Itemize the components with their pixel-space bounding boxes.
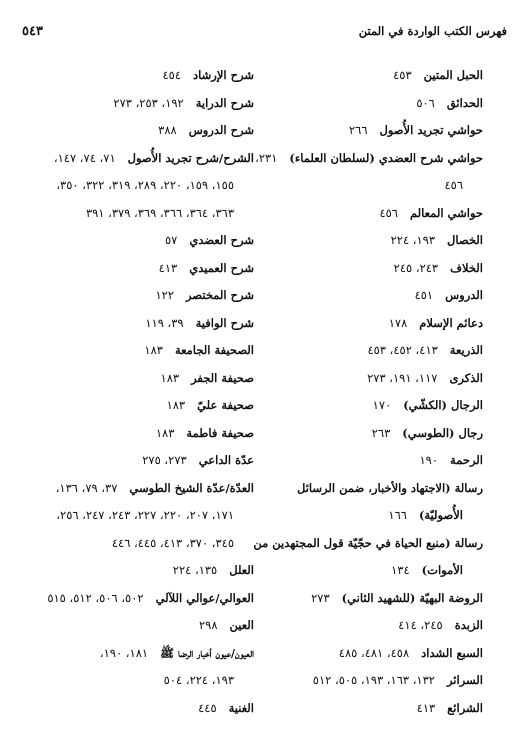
index-entry: [19, 62, 254, 90]
index-entry: [268, 612, 483, 640]
index-page-refs: ١٧٨: [388, 315, 408, 330]
index-term: الخصال: [447, 233, 483, 247]
index-page-refs: ٤٤٥: [198, 700, 217, 715]
index-term: الغنية: [228, 700, 254, 715]
index-entry: [19, 310, 254, 338]
index-entry: [268, 420, 483, 448]
index-page-refs: ٢٦٣: [371, 425, 391, 440]
index-page-refs: ٤٥٨، ٤٨١، ٤٨٥: [338, 645, 410, 660]
index-term: دعائم الإسلام: [419, 315, 483, 330]
index-term: شرح العميدي: [189, 260, 254, 275]
index-entry: [19, 337, 254, 365]
index-entry: [268, 282, 483, 310]
index-entry: [19, 475, 254, 503]
index-entry-continuation: [19, 200, 254, 228]
index-entry: [19, 420, 254, 448]
index-term: الأُصوليّة): [418, 508, 463, 522]
index-term: حواشي تجريد الأُصول: [379, 123, 483, 137]
index-entry-continuation: [268, 502, 483, 530]
index-entry-continuation: [268, 172, 483, 200]
index-page-refs: ١٧١، ٢٠٧، ٢٢٠، ٢٢٧، ٢٤٣، ٢٤٧، ٢٥٦،: [56, 508, 234, 522]
index-term: عدّة الداعي: [198, 453, 254, 467]
index-entry-continuation: [19, 172, 254, 200]
index-term: رسالة (منبع الحياة في حجّيّة قول المجتهدين من: [253, 535, 483, 550]
index-page-refs: ٤١٣: [158, 260, 178, 275]
index-column-right: [253, 62, 483, 722]
index-term: شرح الدراية: [195, 95, 254, 110]
index-entry: [19, 90, 254, 118]
index-term: الشرح/شرح تجريد الأُصول: [127, 150, 254, 165]
index-entry: [19, 585, 254, 613]
index-entry: [268, 255, 483, 283]
index-page-refs: ٤١٣، ٤٥٢، ٤٥٣: [367, 343, 438, 357]
index-entry: [268, 365, 483, 393]
index-entry: [19, 447, 254, 475]
index-page-refs: ١٣٢، ١٦٣، ١٩٣، ٥٠٥، ٥١٢: [312, 673, 435, 687]
index-term: العلل: [229, 563, 254, 577]
index-page-refs: ٢٩٨: [198, 618, 218, 632]
index-term: الصحيفة الجامعة: [174, 343, 254, 357]
index-entry: [19, 365, 254, 393]
index-entry: [268, 337, 483, 365]
index-page-refs: ٣٤٥، ٣٧٠، ٤١٣، ٤٤٥، ٤٤٦: [111, 535, 234, 550]
index-page-refs: ٢٦٦: [348, 123, 368, 137]
index-term: السرائر: [446, 673, 483, 687]
index-page-refs: ٤٥٦: [379, 205, 398, 220]
index-page-refs: ١٥٥، ١٥٩، ٢٢٠، ٢٨٩، ٣١٩، ٣٢٢، ٣٥٠،: [56, 178, 234, 192]
index-term: الشرائع: [447, 700, 483, 715]
index-entry: [268, 227, 483, 255]
index-entry: [268, 447, 483, 475]
index-entry: [268, 392, 483, 420]
index-entry: [255, 145, 483, 173]
index-page-refs: ١٨٣: [144, 343, 163, 357]
index-page-refs: ٢٧٣: [311, 590, 330, 605]
index-entry: [19, 117, 254, 145]
index-page-refs: ١٣٤: [391, 563, 410, 577]
index-page-refs: ١٩٣، ٢٢٤، ٥٠٤: [163, 673, 234, 687]
index-page-refs: ٣٦٣، ٣٦٤، ٣٦٦، ٣٦٩، ٣٧٩، ٣٩١: [85, 205, 234, 220]
index-page-refs: ٢٤٥، ٤١٤: [398, 618, 443, 632]
index-term: الحدائق: [446, 95, 483, 110]
index-entry: [19, 612, 254, 640]
index-page-refs: ١٨١، ١٩٠،: [99, 645, 149, 660]
index-term: شرح العضدي: [189, 233, 254, 247]
index-entry: [268, 310, 483, 338]
index-term: العدّة/عدّة الشيخ الطوسي: [129, 480, 254, 495]
index-entry: [19, 695, 254, 723]
index-page-refs: ٥٠٦: [416, 95, 435, 110]
index-page-refs: ٤١٣: [416, 700, 436, 715]
index-entry: [19, 227, 254, 255]
index-term: الزبدة: [454, 618, 483, 632]
index-entry: [268, 62, 483, 90]
index-page-refs: ٢٧٣، ٢٧٥: [142, 453, 187, 467]
index-page-refs: ١٩٢، ٢٥٣، ٢٧٣: [113, 95, 184, 110]
page-header: [22, 20, 507, 42]
index-entry: [268, 475, 483, 503]
index-page-refs: ١٩٣، ٢٢٤: [390, 233, 436, 247]
index-entry: [19, 282, 254, 310]
index-page-refs: ٣٧، ٧٩، ١٣٦،: [55, 480, 118, 495]
index-entry-continuation: [19, 667, 254, 695]
index-term: الروضة البهيّة (للشهيد الثاني): [341, 590, 483, 605]
index-term: شرح الوافية: [195, 315, 254, 330]
index-page-refs: ٣٨٨: [158, 123, 177, 137]
page-title: فهرس الكتب الواردة في المتن: [358, 24, 507, 38]
index-entry: [19, 640, 254, 668]
index-page-refs: ١٦٦: [388, 508, 407, 522]
index-entry: [268, 640, 483, 668]
index-page-refs: ٤٥١: [414, 288, 434, 302]
index-entry-continuation: [268, 557, 483, 585]
index-entry: [268, 695, 483, 723]
index-page-refs: ٣٩، ١١٩: [145, 315, 184, 330]
index-term: حواشي المعالم: [409, 205, 483, 220]
index-page-refs: ١٣٥، ٢٢٤: [172, 563, 218, 577]
index-term: صحيفة فاطمة: [186, 425, 254, 440]
index-term: رجال (الطوسي): [402, 425, 483, 440]
index-term: العيون/عيون أخبار الرضا ﷺ: [160, 645, 254, 660]
index-entry-continuation: [19, 530, 254, 558]
index-entry: [268, 667, 483, 695]
index-entry: [268, 90, 483, 118]
index-page-refs: ١٨٣: [166, 398, 186, 412]
index-term: شرح الدروس: [188, 123, 254, 137]
index-page-refs: ١٨٣: [155, 425, 175, 440]
index-entry: [19, 255, 254, 283]
index-entry: [268, 200, 483, 228]
index-term: صحيفة عليّ: [197, 398, 254, 412]
index-page-refs: ٤٥٤: [162, 68, 182, 82]
index-term: الخلاف: [450, 260, 483, 275]
index-term: شرح الإرشاد: [193, 68, 254, 82]
index-page-refs: ٢٤٣، ٢٤٥: [393, 260, 439, 275]
index-entry: [19, 557, 254, 585]
index-term: حواشي شرح العضدي (لسلطان العلماء): [289, 150, 483, 165]
index-term: الذريعة: [449, 343, 483, 357]
index-entry: [253, 530, 483, 558]
index-page-refs: ١٧٠: [372, 398, 392, 412]
index-page-refs: ٧١، ٧٤، ١٤٧،: [53, 150, 116, 165]
index-term: الدروس: [445, 288, 483, 302]
index-entry: [19, 392, 254, 420]
index-entry-continuation: [19, 502, 254, 530]
page-number: ٥٤٣: [22, 23, 43, 39]
index-term: شرح المختصر: [186, 288, 254, 302]
index-term: صحيفة الجفر: [191, 370, 254, 385]
index-term: الأموات): [421, 563, 463, 577]
index-page-refs: ٤٥٦: [444, 178, 463, 192]
index-page-refs: ٤٥٣: [393, 68, 412, 82]
index-page-refs: ١٩٠: [419, 453, 439, 467]
index-page-refs: ٥٠٢، ٥٠٦، ٥١٢، ٥١٥: [47, 590, 144, 605]
index-term: الحبل المتين: [423, 68, 483, 82]
index-entry: [268, 585, 483, 613]
index-term: الرحمة: [450, 453, 483, 467]
index-term: السبع الشداد: [421, 645, 483, 660]
index-term: الرجال (الكشّي): [403, 398, 483, 412]
index-column-left: [19, 62, 254, 722]
index-page-refs: ١١٧، ١٩١، ٢٧٣: [367, 370, 438, 385]
index-term: العوالي/عوالي اللآلي: [155, 590, 254, 605]
index-term: رسالة (الاجتهاد والأخبار، ضمن الرسائل: [297, 480, 483, 495]
index-page-refs: ١٨٣: [160, 370, 180, 385]
index-entry: [19, 145, 254, 173]
index-page-refs: ٢٣١،: [255, 150, 278, 165]
index-page-refs: ٥٧: [164, 233, 178, 247]
index-term: الذكرى: [449, 370, 483, 385]
index-page-refs: ١٢٢: [155, 288, 175, 302]
index-entry: [268, 117, 483, 145]
index-term: العين: [229, 618, 254, 632]
